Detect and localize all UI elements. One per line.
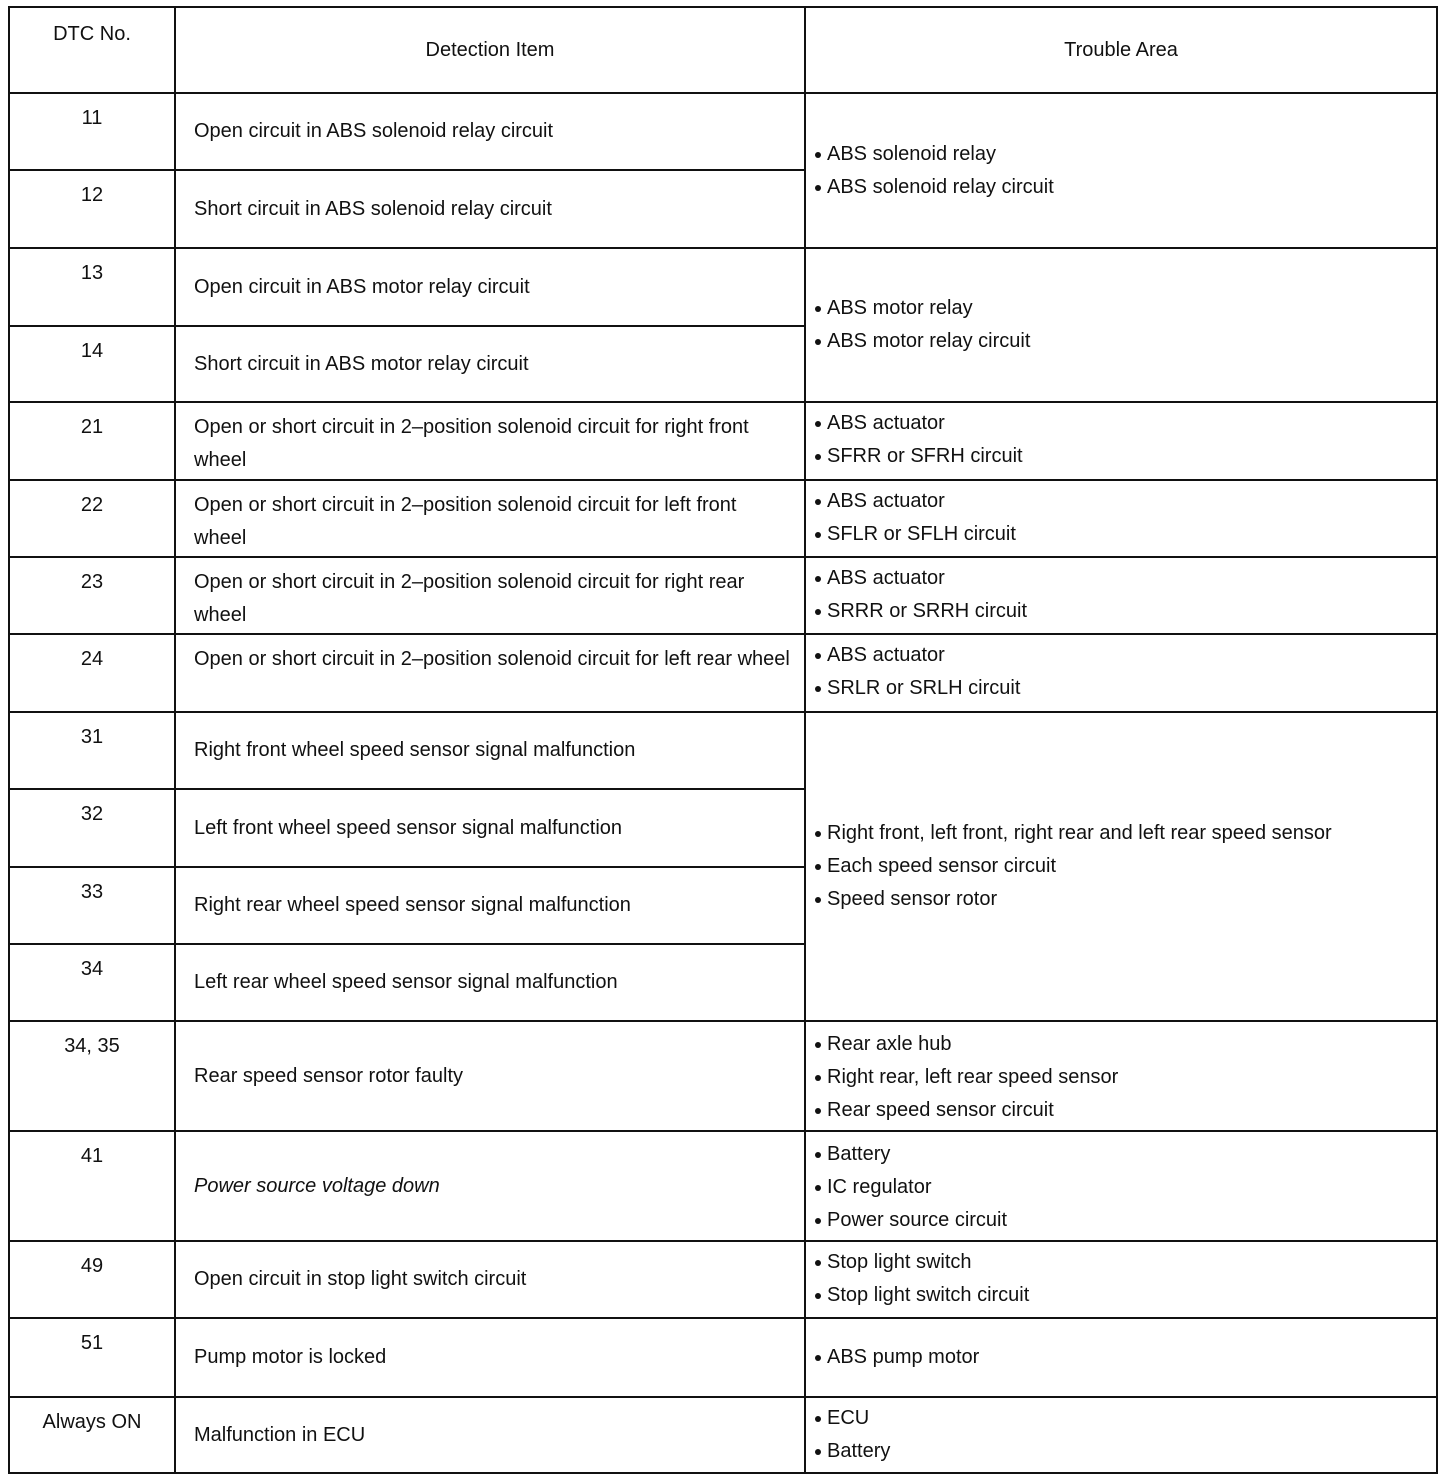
table-row [9, 402, 1437, 480]
header-trouble-area: Trouble Area [805, 7, 1437, 93]
trouble-area-item: ABS motor relay circuit [814, 325, 1430, 358]
detection-item: Rear speed sensor rotor faulty [175, 1021, 805, 1131]
detection-item: Pump motor is locked [175, 1318, 805, 1397]
dtc-code: 41 [9, 1131, 175, 1241]
table-row [9, 93, 1437, 170]
dtc-code: 13 [9, 248, 175, 326]
trouble-area-item: Battery [814, 1138, 1430, 1171]
trouble-area-item: ABS pump motor [814, 1341, 1430, 1374]
trouble-area-item: ABS solenoid relay circuit [814, 171, 1430, 204]
trouble-area-item: ABS actuator [814, 639, 1430, 672]
trouble-area-item: SRLR or SRLH circuit [814, 672, 1430, 705]
header-dtc: DTC No. [9, 7, 175, 93]
trouble-area-item: Right front, left front, right rear and left rear speed sensor [814, 817, 1430, 850]
table-row [9, 480, 1437, 557]
trouble-area [805, 557, 1437, 634]
detection-item: Left rear wheel speed sensor signal malfunction [175, 944, 805, 1021]
detection-item: Right rear wheel speed sensor signal malfunction [175, 867, 805, 944]
trouble-area-item: ABS actuator [814, 485, 1430, 518]
trouble-area-item: IC regulator [814, 1171, 1430, 1204]
trouble-area-item: ABS motor relay [814, 292, 1430, 325]
table-row [9, 1131, 1437, 1241]
header-row [9, 7, 1437, 93]
trouble-area-item: SFRR or SFRH circuit [814, 440, 1430, 473]
table-row [9, 248, 1437, 326]
header-detection-item: Detection Item [175, 7, 805, 93]
dtc-code: 22 [9, 480, 175, 557]
trouble-area-item: ABS actuator [814, 562, 1430, 595]
table-row [9, 1318, 1437, 1397]
trouble-area-item: Power source circuit [814, 1204, 1430, 1237]
detection-item: Short circuit in ABS motor relay circuit [175, 326, 805, 402]
detection-item: Open circuit in ABS solenoid relay circuit [175, 93, 805, 170]
dtc-code: 11 [9, 93, 175, 170]
trouble-area [805, 480, 1437, 557]
trouble-area [805, 1131, 1437, 1241]
trouble-area [805, 93, 1437, 248]
detection-item: Open or short circuit in 2–position solenoid circuit for left rear wheel [175, 634, 805, 712]
trouble-area [805, 1318, 1437, 1397]
trouble-area [805, 634, 1437, 712]
detection-item: Open or short circuit in 2–position solenoid circuit for right front wheel [175, 402, 805, 480]
dtc-code: 34 [9, 944, 175, 1021]
trouble-area [805, 1241, 1437, 1318]
trouble-area-item: ABS solenoid relay [814, 138, 1430, 171]
dtc-table [8, 6, 1438, 1474]
trouble-area [805, 1397, 1437, 1473]
dtc-code: 24 [9, 634, 175, 712]
table-row [9, 1021, 1437, 1131]
detection-item: Power source voltage down [175, 1131, 805, 1241]
detection-item: Left front wheel speed sensor signal malfunction [175, 789, 805, 867]
detection-item: Open or short circuit in 2–position solenoid circuit for left front wheel [175, 480, 805, 557]
dtc-code: 23 [9, 557, 175, 634]
table-row [9, 634, 1437, 712]
trouble-area-item: Rear axle hub [814, 1028, 1430, 1061]
trouble-area-item: SFLR or SFLH circuit [814, 518, 1430, 551]
trouble-area-item: ECU [814, 1402, 1430, 1435]
dtc-code: 31 [9, 712, 175, 789]
dtc-code: 34, 35 [9, 1021, 175, 1131]
trouble-area-item: ABS actuator [814, 407, 1430, 440]
trouble-area-item: Battery [814, 1435, 1430, 1468]
trouble-area-item: Stop light switch [814, 1246, 1430, 1279]
table-row [9, 1241, 1437, 1318]
trouble-area [805, 248, 1437, 402]
dtc-code: 21 [9, 402, 175, 480]
trouble-area-item: SRRR or SRRH circuit [814, 595, 1430, 628]
trouble-area-item: Speed sensor rotor [814, 883, 1430, 916]
trouble-area-item: Each speed sensor circuit [814, 850, 1430, 883]
trouble-area-item: Right rear, left rear speed sensor [814, 1061, 1430, 1094]
dtc-code: 51 [9, 1318, 175, 1397]
dtc-code: 49 [9, 1241, 175, 1318]
table-row [9, 1397, 1437, 1473]
dtc-code: 32 [9, 789, 175, 867]
dtc-code: 12 [9, 170, 175, 248]
dtc-code: 14 [9, 326, 175, 402]
trouble-area [805, 402, 1437, 480]
trouble-area [805, 1021, 1437, 1131]
detection-item: Right front wheel speed sensor signal malfunction [175, 712, 805, 789]
dtc-code: 33 [9, 867, 175, 944]
detection-item: Short circuit in ABS solenoid relay circuit [175, 170, 805, 248]
detection-item: Open circuit in ABS motor relay circuit [175, 248, 805, 326]
trouble-area-item: Rear speed sensor circuit [814, 1094, 1430, 1127]
dtc-code: Always ON [9, 1397, 175, 1473]
detection-item: Open or short circuit in 2–position solenoid circuit for right rear wheel [175, 557, 805, 634]
table-row [9, 712, 1437, 789]
detection-item: Malfunction in ECU [175, 1397, 805, 1473]
trouble-area [805, 712, 1437, 1021]
detection-item: Open circuit in stop light switch circuit [175, 1241, 805, 1318]
table-row [9, 557, 1437, 634]
trouble-area-item: Stop light switch circuit [814, 1279, 1430, 1312]
